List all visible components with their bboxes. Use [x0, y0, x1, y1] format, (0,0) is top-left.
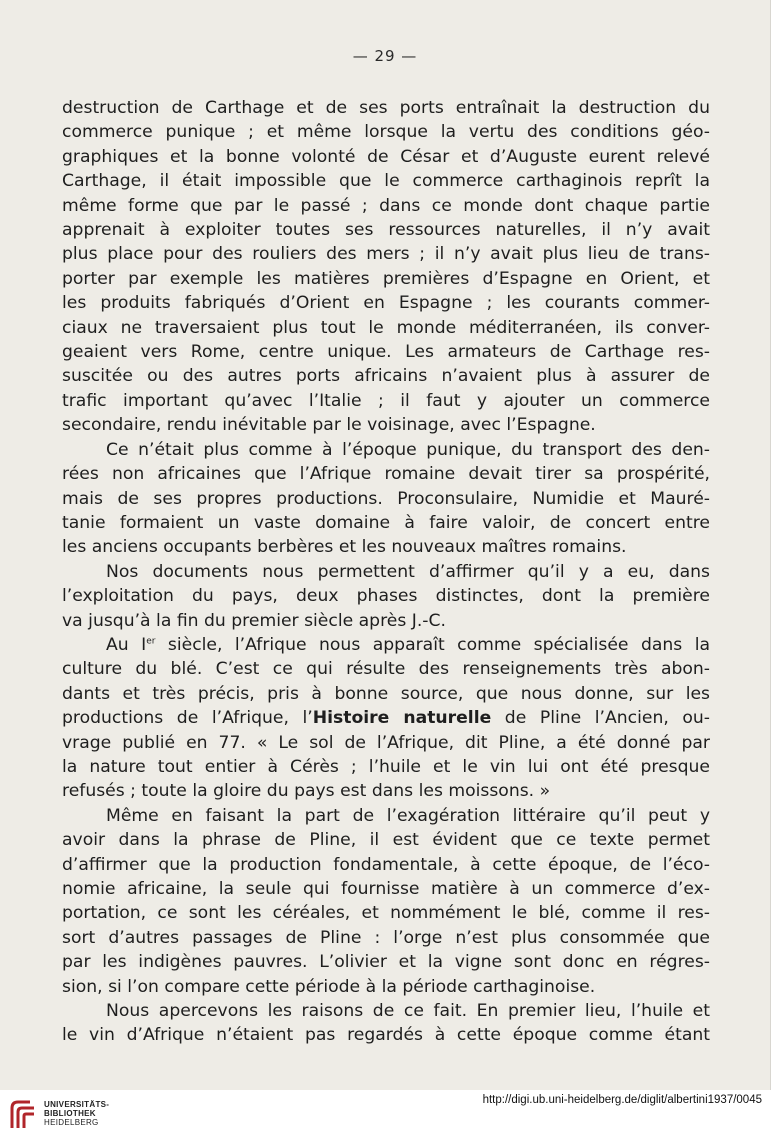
- page-number: — 29 —: [352, 47, 418, 65]
- text-line: les anciens occupants berbères et les nouveaux maîtres romains.: [62, 537, 627, 558]
- paragraph-1: [62, 96, 710, 438]
- source-url-link[interactable]: http://digi.ub.uni-heidelberg.de/diglit/albertini1937/0045: [482, 1094, 762, 1106]
- text-line: Même en faisant la part de l’exagération littéraire qu’il peut y: [106, 805, 710, 826]
- text-line: culture du blé. C’est ce qui résulte des renseignements très abon-: [62, 659, 710, 680]
- text-line: refusés ; toute la gloire du pays est dans les moissons. »: [62, 781, 551, 802]
- footer: [0, 1090, 774, 1139]
- text-line: rées non africaines que l’Afrique romaine devait tirer sa prospérité,: [62, 464, 710, 485]
- text-line: [62, 633, 710, 657]
- library-name-line: UNIVERSITÄTS-: [44, 1100, 110, 1109]
- text-line: le vin d’Afrique n’étaient pas regardés à cette époque comme étant: [62, 1025, 710, 1046]
- text-line: graphiques et la bonne volonté de César et d’Auguste eurent relevé: [62, 146, 710, 167]
- library-name-line: HEIDELBERG: [44, 1118, 99, 1127]
- paragraph-4: [62, 633, 710, 804]
- text-line: l’exploitation du pays, deux phases distinctes, dont la première: [62, 586, 710, 607]
- text-line: [62, 706, 710, 730]
- text-line: portation, ce sont les céréales, et nommément le blé, comme il res-: [62, 903, 710, 924]
- text-line: commerce punique ; et même lorsque la vertu des conditions géo-: [62, 122, 710, 143]
- university-library-logo-icon: [8, 1098, 38, 1132]
- book-title: Histoire naturelle: [312, 708, 492, 729]
- text-line: Carthage, il était impossible que le commerce carthaginois reprît la: [62, 171, 710, 192]
- paragraph-3: [62, 560, 710, 633]
- text-fragment: siècle, l’Afrique nous apparaît comme spécialisée dans la: [155, 634, 711, 655]
- text-line: nomie africaine, la seule qui fournisse matière à un commerce d’ex-: [62, 879, 710, 899]
- text-line: trafic important qu’avec l’Italie ; il faut y ajouter un commerce: [62, 390, 710, 411]
- paragraph-6: [62, 999, 710, 1048]
- library-name-line: BIBLIOTHEK: [44, 1109, 96, 1118]
- text-line: vrage publié en 77. « Le sol de l’Afrique, dit Pline, a été donné par: [62, 732, 710, 753]
- text-fragment: de Pline l’Ancien, ou-: [491, 708, 710, 729]
- text-line: suscitée ou des autres ports africains n’avaient plus à assurer de: [62, 366, 710, 387]
- text-line: ciaux ne traversaient plus tout le monde méditerranéen, ils conver-: [62, 317, 710, 338]
- text-line: tanie formaient un vaste domaine à faire valoir, de concert entre: [62, 512, 710, 533]
- text-line: la nature tout entier à Cérès ; l’huile et le vin lui ont été presque: [62, 756, 710, 777]
- text-line: mais de ses propres productions. Proconsulaire, Numidie et Mauré-: [62, 488, 710, 509]
- text-line: même forme que par le passé ; dans ce monde dont chaque partie: [62, 195, 710, 216]
- text-line: porter par exemple les matières premières d’Espagne en Orient, et: [62, 268, 710, 289]
- library-name: [44, 1100, 109, 1127]
- text-line: sion, si l’on compare cette période à la période carthaginoise.: [62, 976, 596, 997]
- text-line: dants et très précis, pris à bonne source, que nous donne, sur les: [62, 683, 710, 704]
- superscript: er: [146, 636, 156, 647]
- text-line: secondaire, rendu inévitable par le voisinage, avec l’Espagne.: [62, 415, 596, 436]
- text-line: Ce n’était plus comme à l’époque punique, du transport des den-: [106, 439, 710, 460]
- text-line: plus place pour des rouliers des mers ; il n’y avait plus lieu de trans-: [62, 244, 710, 265]
- text-fragment: Au I: [106, 634, 147, 655]
- text-line: geaient vers Rome, centre unique. Les armateurs de Carthage res-: [62, 342, 710, 363]
- paragraph-5: [62, 804, 710, 999]
- text-line: va jusqu’à la fin du premier siècle après J.-C.: [62, 610, 446, 631]
- paragraph-2: [62, 438, 710, 560]
- text-fragment: productions de l’Afrique, l’: [62, 708, 313, 729]
- body-text: [62, 96, 710, 1048]
- text-line: apprenait à exploiter toutes ses ressources naturelles, il n’y avait: [62, 220, 710, 241]
- text-line: Nos documents nous permettent d’affirmer qu’il y a eu, dans: [106, 561, 710, 582]
- text-line: Nous apercevons les raisons de ce fait. En premier lieu, l’huile et: [106, 1001, 710, 1022]
- text-line: sort d’autres passages de Pline : l’orge n’est plus consommée que: [62, 927, 710, 948]
- text-line: destruction de Carthage et de ses ports entraînait la destruction du: [62, 98, 710, 118]
- text-line: avoir dans la phrase de Pline, il est évident que ce texte permet: [62, 830, 710, 851]
- text-line: par les indigènes pauvres. L’olivier et la vigne sont donc en régres-: [62, 952, 710, 973]
- text-line: d’affirmer que la production fondamentale, à cette époque, de l’éco-: [62, 854, 710, 875]
- text-line: les produits fabriqués d’Orient en Espagne ; les courants commer-: [62, 293, 710, 314]
